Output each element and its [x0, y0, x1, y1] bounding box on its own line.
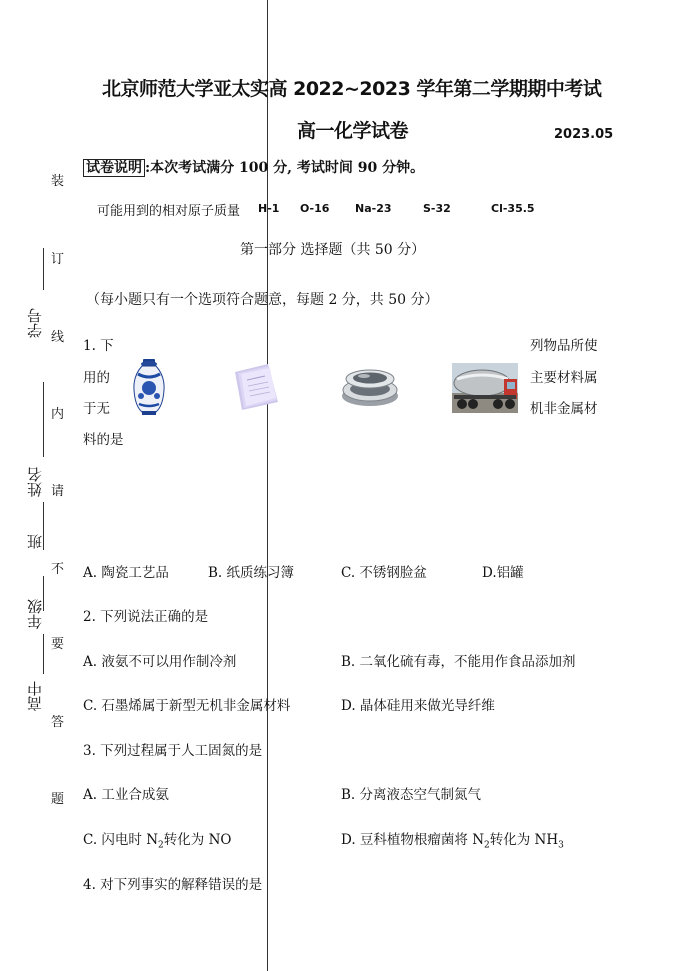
q4-stem: 4. 对下列事实的解释错误的是 — [83, 877, 263, 893]
q3-option-d-pre: D. 豆科植物根瘤菌将 N — [341, 832, 485, 848]
q3-option-d-mid: 转化为 NH — [489, 832, 559, 848]
atomic-mass-na: Na-23 — [355, 202, 392, 215]
margin-char-ti: 题 — [51, 792, 65, 807]
paper-notebook-image — [232, 362, 282, 414]
instructions-label: 试卷说明 — [83, 159, 145, 177]
binding-line-2 — [43, 382, 44, 457]
part1-heading: 第一部分 选择题（共 50 分） — [240, 242, 426, 258]
q1-left-line-1: 1. 下 — [83, 338, 114, 354]
q2-option-b: B. 二氧化硫有毒，不能用作食品添加剂 — [341, 654, 576, 670]
margin-label-high-school: 高中 — [26, 681, 44, 711]
margin-char-bu: 不 — [51, 562, 65, 577]
q1-option-c: C. 不锈钢脸盆 — [341, 565, 427, 581]
margin-label-student-id: 学号 — [26, 308, 44, 338]
q1-left-line-3: 于无 — [83, 401, 110, 417]
q1-left-line-2: 用的 — [83, 370, 110, 386]
atomic-mass-h: H-1 — [258, 202, 280, 215]
q3-option-d — [341, 828, 564, 851]
q1-option-a: A. 陶瓷工艺品 — [83, 565, 169, 581]
margin-label-name: 姓名 — [26, 467, 44, 497]
q1-right-line-2: 主要材料属 — [530, 370, 598, 386]
q1-right-line-3: 机非金属材 — [530, 401, 598, 417]
binding-line-5 — [43, 634, 44, 674]
q3-option-c-sub: 2 — [158, 840, 164, 851]
stainless-basin-image — [340, 364, 400, 410]
part1-note: （每小题只有一个选项符合题意，每题 2 分，共 50 分） — [86, 292, 439, 308]
q3-option-d-sub2: 3 — [558, 840, 564, 851]
instructions-text: :本次考试满分 100 分, 考试时间 90 分钟。 — [145, 160, 425, 176]
q3-option-c — [83, 828, 231, 851]
q2-option-c: C. 石墨烯属于新型无机非金属材料 — [83, 698, 291, 714]
margin-label-class: 班 — [26, 534, 44, 549]
margin-char-da: 答 — [51, 715, 65, 730]
q3-option-b: B. 分离液态空气制氮气 — [341, 787, 482, 803]
q3-option-a: A. 工业合成氨 — [83, 787, 169, 803]
q2-option-d: D. 晶体硅用来做光导纤维 — [341, 698, 495, 714]
atomic-mass-cl: Cl-35.5 — [491, 202, 535, 215]
q1-option-b: B. 纸质练习簿 — [208, 565, 295, 581]
atomic-masses-label: 可能用到的相对原子质量 — [97, 204, 241, 219]
margin-char-nei: 内 — [51, 407, 65, 422]
atomic-mass-o: O-16 — [300, 202, 330, 215]
margin-char-xian: 线 — [51, 330, 65, 345]
margin-char-ding: 订 — [51, 252, 65, 267]
q2-stem: 2. 下列说法正确的是 — [83, 609, 209, 625]
q3-option-d-sub1: 2 — [484, 840, 490, 851]
binding-line-main — [267, 0, 268, 971]
q1-right-line-1: 列物品所使 — [530, 338, 598, 354]
q3-option-c-post: 转化为 NO — [163, 832, 232, 848]
margin-label-grade: 年级 — [26, 599, 44, 629]
atomic-mass-s: S-32 — [423, 202, 451, 215]
exam-title: 北京师范大学亚太实高 2022~2023 学年第二学期期中考试 — [102, 78, 602, 100]
exam-date: 2023.05 — [554, 127, 614, 142]
margin-char-yao: 要 — [51, 637, 65, 652]
q1-left-line-4: 料的是 — [83, 432, 124, 448]
porcelain-vase-image — [130, 358, 168, 416]
q2-option-a: A. 液氨不可以用作制冷剂 — [83, 654, 237, 670]
instructions — [83, 157, 424, 177]
margin-char-qing: 请 — [51, 484, 65, 499]
aluminum-tank-image — [452, 363, 518, 413]
binding-line-1 — [43, 248, 44, 290]
margin-char-zhuang: 装 — [51, 174, 65, 189]
q1-option-d: D.铝罐 — [482, 565, 524, 581]
q3-option-c-pre: C. 闪电时 N — [83, 832, 159, 848]
q3-stem: 3. 下列过程属于人工固氮的是 — [83, 743, 263, 759]
exam-subtitle: 高一化学试卷 — [297, 120, 409, 142]
